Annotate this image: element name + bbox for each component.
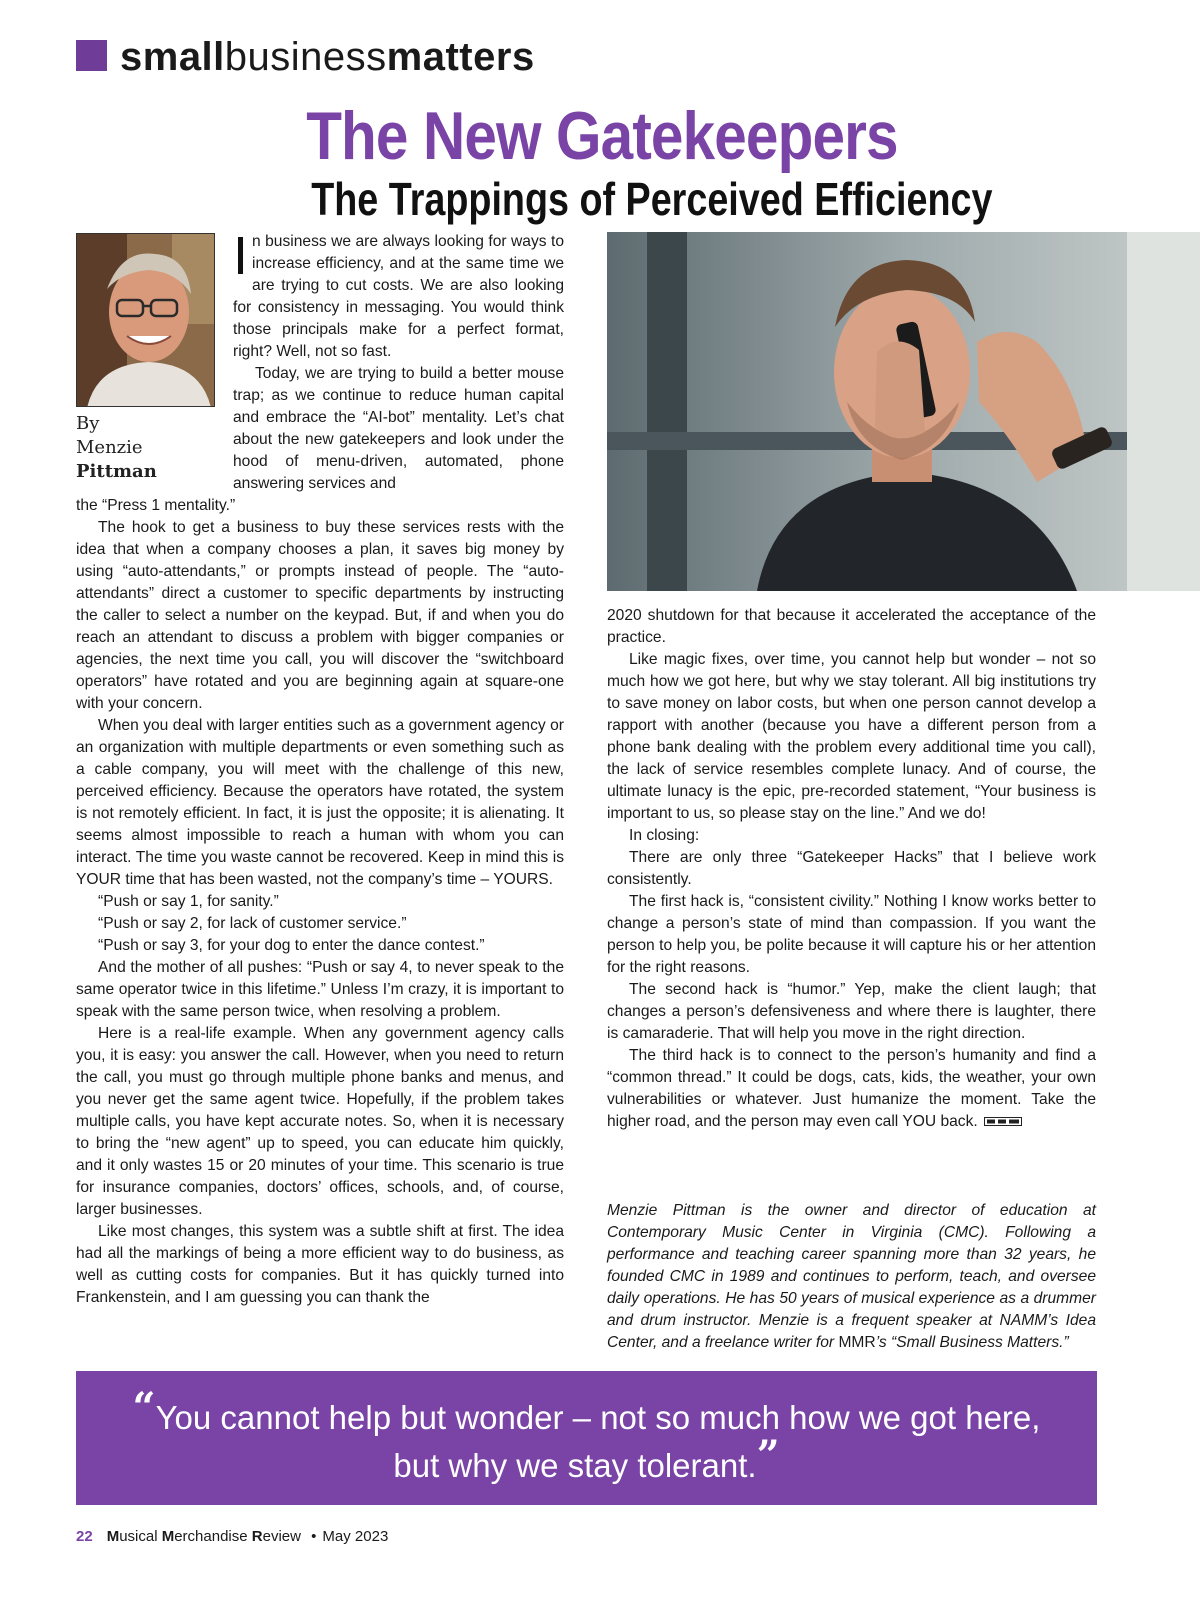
close-quote-mark: ”: [756, 1432, 780, 1479]
article-right-column: [607, 605, 1096, 1133]
paragraph: When you deal with larger entities such as a government agency or an organization with multiple departments or even something such as a cable company, you will meet with the challenge of this new, perceived efficiency. Because the operators have rotated, the system is not remotely efficient. In fact, it is just the opposite; it is alienating. It seems almost impossible to reach a human with whom you can interact. The time you waste cannot be recovered. Keep in mind this is YOUR time that has been wasted, not the company’s time – YOURS.: [76, 717, 564, 888]
frustrated-man-on-phone-illustration: [607, 232, 1200, 591]
pull-quote: [76, 1384, 1097, 1490]
end-of-article-mark: [984, 1117, 1022, 1126]
article-headline: The New Gatekeepers: [306, 98, 898, 174]
paragraph: Here is a real-life example. When any government agency calls you, it is easy: you answer the call. However, when you need to return the call, you must go through multiple phone banks and menus, and you never get the same agent twice. Hopefully, if the problem takes multiple calls, you have kept accurate notes. So, when it is necessary to bring the “new agent” up to speed, you can educate him quickly, and it only wastes 15 or 20 minutes of your time. This scenario is true for insurance companies, doctors’ offices, schools, and, of course, larger businesses.: [76, 1025, 564, 1218]
pull-quote-line-1: “You cannot help but wonder – not so much how we got here,: [132, 1384, 1041, 1436]
open-quote-mark: “: [132, 1384, 156, 1431]
paragraph: And the mother of all pushes: “Push or say 4, to never speak to the same operator twice in this lifetime.” Unless I’m crazy, it is important to speak with the same person twice, when resolving a problem.: [76, 959, 564, 1020]
byline-first-name: Menzie: [76, 437, 143, 458]
byline-last-name: Pittman: [76, 461, 157, 482]
paragraph: Like magic fixes, over time, you cannot help but wonder – not so much how we got here, but why we stay tolerant. All big institutions try to save money on labor costs, but when one person cannot develop a rapport with another (because you have a different person from a phone bank dealing with the problem every additional time you call), the lack of service resembles complete lunacy. And of course, the ultimate lunacy is the epic, pre-recorded statement, “Your business is important to us, so please stay on the line.” And we do!: [607, 651, 1096, 822]
byline-by: By: [76, 413, 100, 434]
article-photo: [607, 232, 1200, 591]
pull-quote-line-2: but why we stay tolerant.”: [393, 1432, 780, 1484]
page-footer: [76, 1527, 388, 1547]
paragraph: the “Press 1 mentality.”: [76, 497, 236, 514]
quote-line: “Push or say 2, for lack of customer service.”: [98, 915, 407, 932]
page-number: 22: [76, 1528, 93, 1545]
publication-name: Musical Merchandise Review: [106, 1528, 301, 1545]
quote-line: “Push or say 1, for sanity.”: [98, 893, 279, 910]
byline: [76, 412, 226, 484]
paragraph: The first hack is, “consistent civility.” Nothing I know works better to change a person’s state of mind than compassion. If you want the person to help you, be polite because it will capture his or her attention for the right reasons.: [607, 893, 1096, 976]
issue-date: May 2023: [322, 1528, 389, 1545]
paragraph: There are only three “Gatekeeper Hacks” that I believe work consistently.: [607, 849, 1096, 888]
paragraph: 2020 shutdown for that because it accelerated the acceptance of the practice.: [607, 607, 1096, 646]
author-portrait-illustration: [77, 234, 215, 407]
paragraph: Like most changes, this system was a subtle shift at first. The idea had all the markings of being a more efficient way to do business, as well as cutting costs for companies. But it has quickly turned into Frankenstein, and I am guessing you can thank the: [76, 1223, 564, 1306]
paragraph: The hook to get a business to buy these services rests with the idea that when a company chooses a plan, it saves big money by using “auto-attendants,” or prompts instead of people. The “auto-attendants” direct a customer to specific departments by instructing the caller to select a number on the keypad. But, if and when you do reach an attendant to discuss a problem with bigger companies or agencies, the next time you call, you will discover the “switchboard operators” have rotated and you are beginning again at square-one with your concern.: [76, 519, 564, 712]
section-marker: [76, 40, 107, 71]
intro-paragraph-1: In business we are always looking for ways to increase efficiency, and at the same time we are trying to cut costs. We are also looking for consistency in messaging. You would think those principals make for a perfect format, right? Well, not so fast.: [233, 226, 564, 360]
article-subheadline: The Trappings of Perceived Efficiency: [311, 173, 993, 225]
article-left-column: [76, 495, 564, 1309]
author-bio: Menzie Pittman is the owner and director of education at Contemporary Music Center in Virginia (CMC). Following a performance and teaching career spanning more than 32 years, he founded CMC in 1989 and continues to perform, teach, and oversee daily operations. He has 50 years of musical experience as a drummer and drum instructor. Menzie is a frequent speaker at NAMM’s Idea Center, and a freelance writer for MMR’s “Small Business Matters.”: [607, 1202, 1096, 1351]
paragraph-final: The third hack is to connect to the person’s humanity and find a “common thread.” It could be dogs, cats, kids, the weather, your own vulnerabilities or whatever. Just humanize the moment. Take the higher road, and the person may even call YOU back.: [607, 1047, 1096, 1130]
author-photo: [76, 233, 215, 407]
quote-line: “Push or say 3, for your dog to enter the dance contest.”: [98, 937, 485, 954]
article-intro: [233, 226, 564, 495]
paragraph: In closing:: [629, 827, 700, 844]
footer-separator: •: [311, 1528, 317, 1545]
paragraph: The second hack is “humor.” Yep, make the client laugh; that changes a person’s defensiveness and where there is laughter, there is camaraderie. That will help you move in the right direction.: [607, 981, 1096, 1042]
intro-paragraph-2: Today, we are trying to build a better mouse trap; as we continue to reduce human capital and embrace the “AI-bot” mentality. Let’s chat about the new gatekeepers and look under the hood of menu-driven, automated, phone answering services and: [233, 365, 564, 492]
section-title: smallbusinessmatters: [120, 35, 535, 79]
drop-cap: I: [233, 226, 249, 286]
